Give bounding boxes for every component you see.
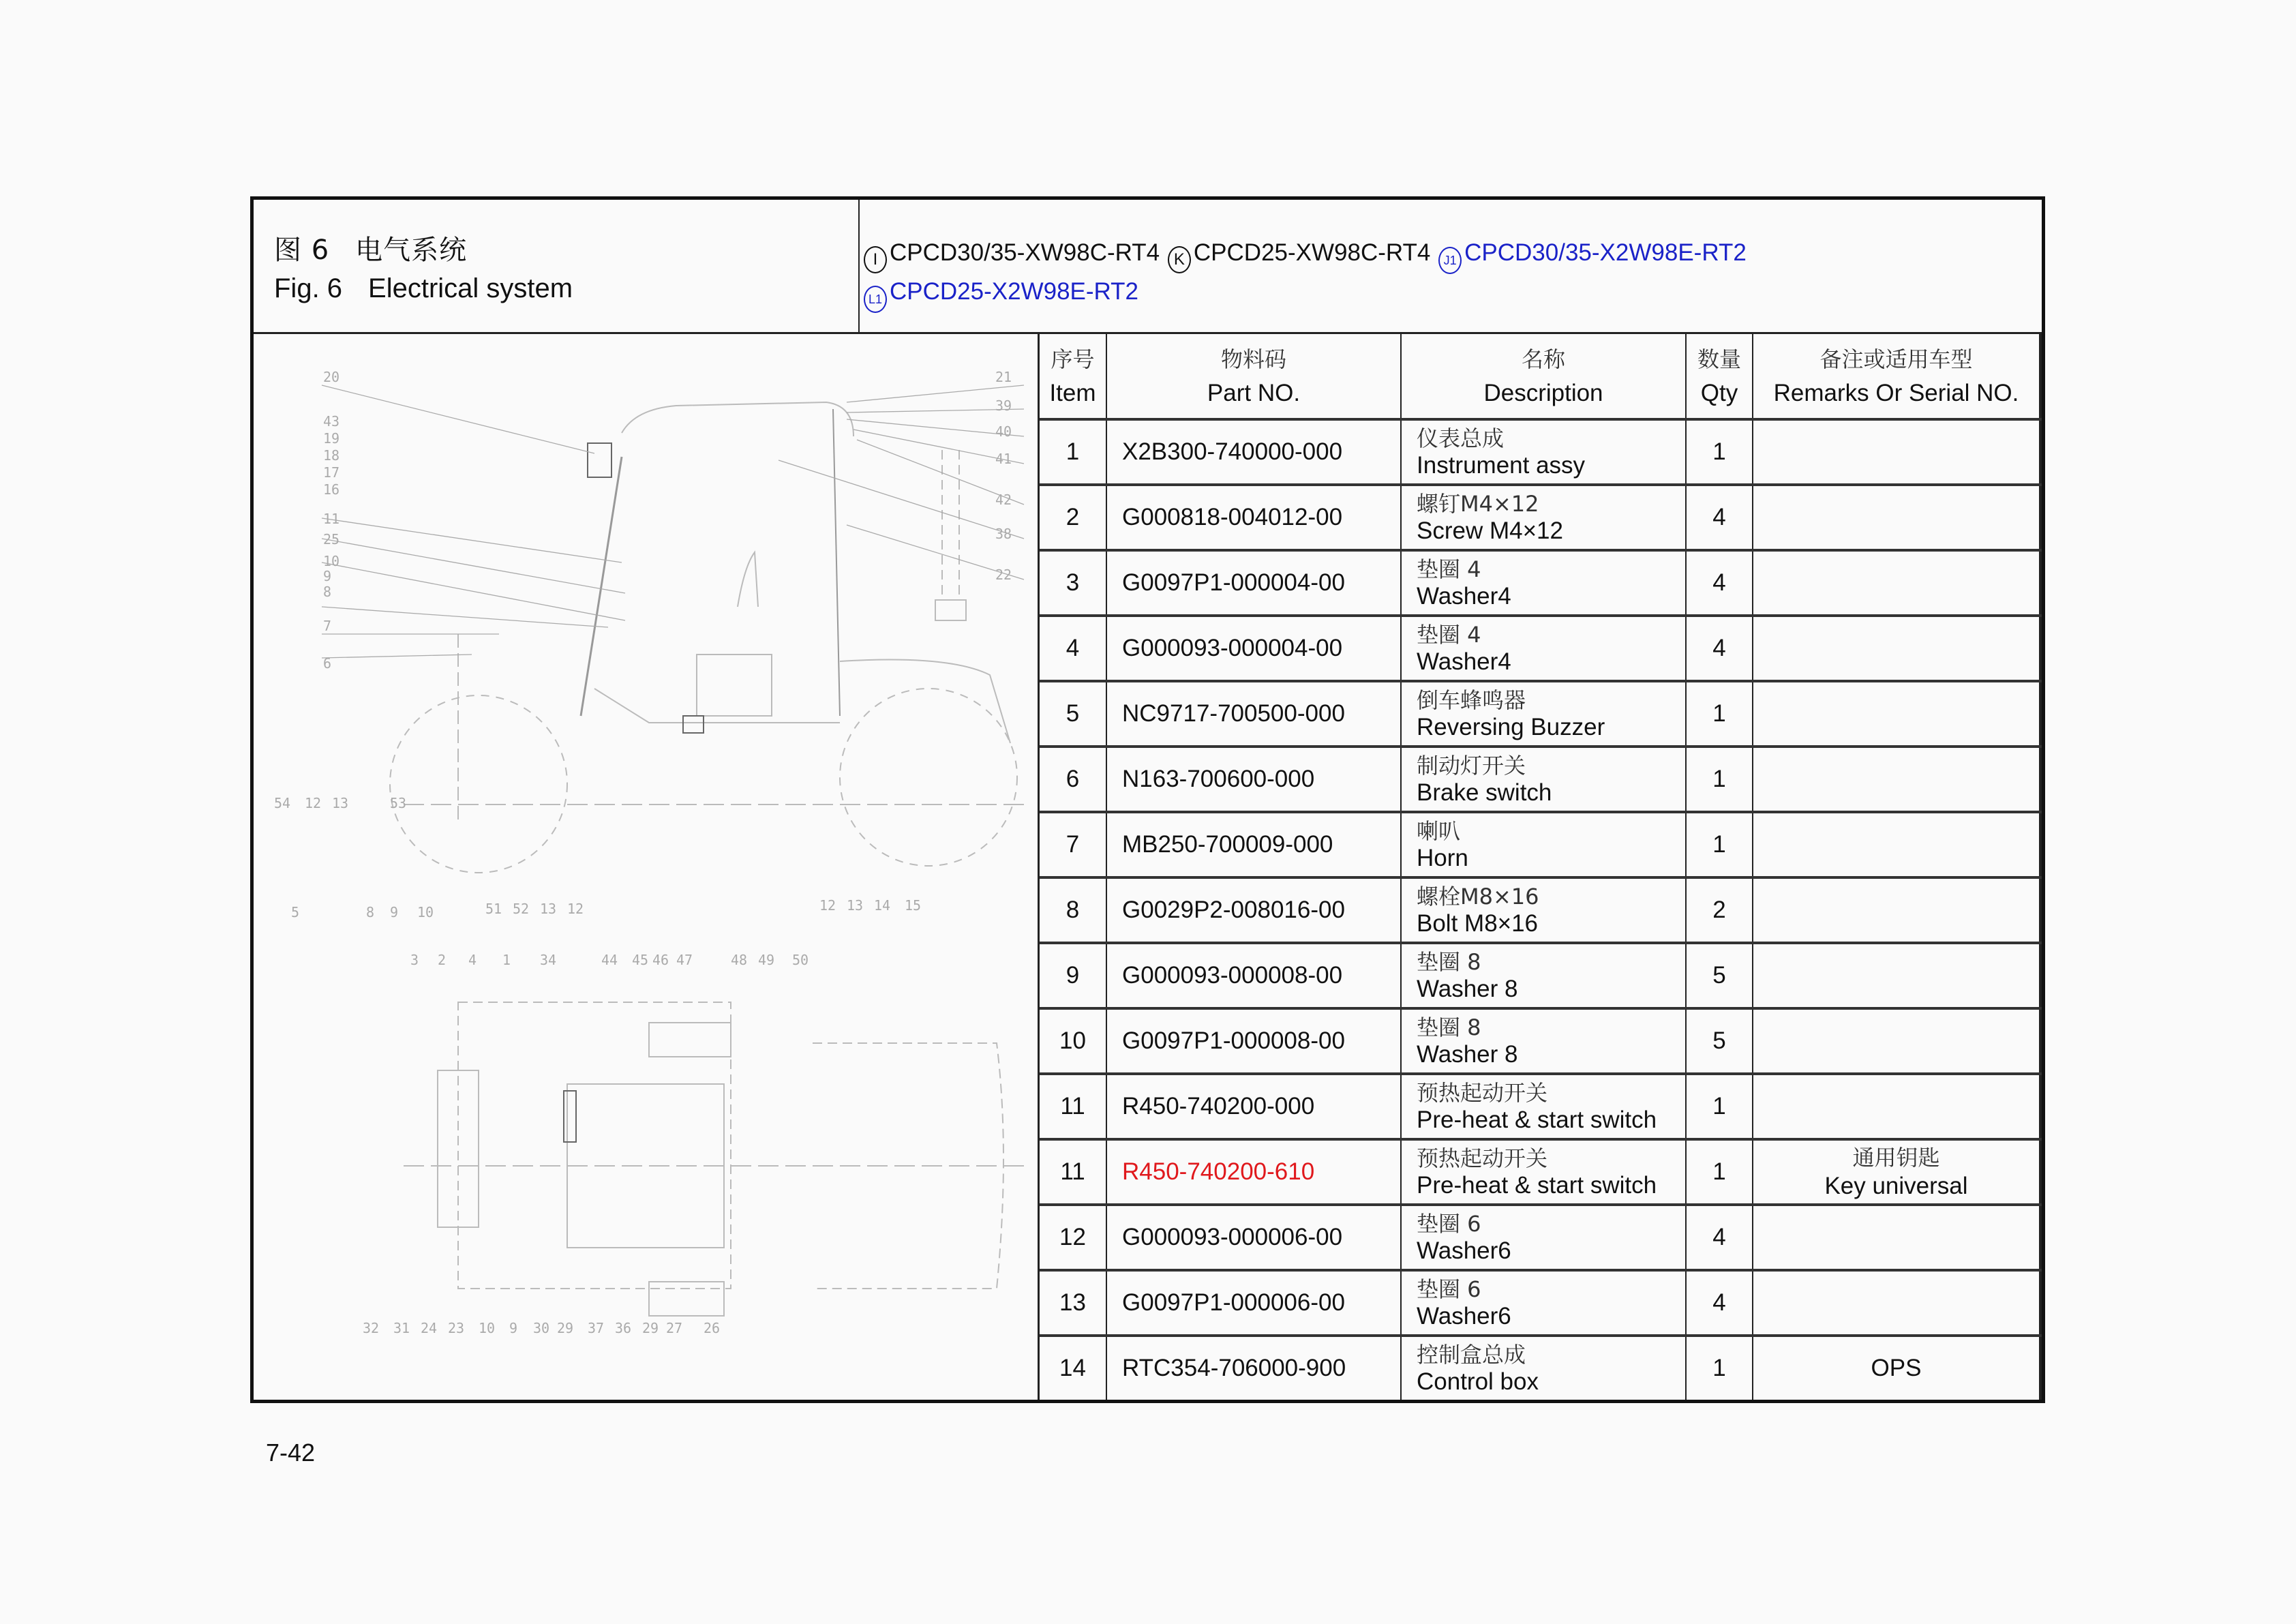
cell-remarks	[1753, 616, 2040, 681]
cell-description	[1401, 747, 1686, 812]
cell-part-no: R450-740200-000	[1106, 1074, 1401, 1139]
svg-text:38: 38	[995, 526, 1012, 542]
table-row	[1040, 419, 2040, 485]
svg-text:36: 36	[615, 1320, 632, 1336]
desc-cn: 控制盒总成	[1417, 1342, 1526, 1368]
cell-item: 2	[1040, 485, 1106, 550]
table-row	[1040, 550, 2040, 616]
svg-text:5: 5	[291, 904, 300, 920]
col-header-remarks: 备注或适用车型 Remarks Or Serial NO.	[1753, 334, 2040, 419]
cell-item: 1	[1040, 419, 1106, 485]
figure-title-en	[274, 273, 573, 304]
cell-remarks	[1753, 550, 2040, 616]
table-row	[1040, 485, 2040, 550]
desc-cn: 垫圈 8	[1417, 949, 1481, 975]
cell-part-no: G000818-004012-00	[1106, 485, 1401, 550]
applicable-models	[860, 200, 2042, 334]
cell-remarks	[1753, 747, 2040, 812]
cell-part-no: MB250-700009-000	[1106, 812, 1401, 877]
svg-text:15: 15	[905, 897, 922, 914]
svg-text:10: 10	[417, 904, 434, 920]
desc-cn: 预热起动开关	[1417, 1145, 1548, 1171]
table-row	[1040, 1074, 2040, 1139]
desc-en: Control box	[1417, 1368, 1539, 1395]
cell-item: 4	[1040, 616, 1106, 681]
desc-cn: 垫圈 4	[1417, 556, 1481, 582]
desc-en: Washer 8	[1417, 1041, 1518, 1068]
desc-en: Horn	[1417, 845, 1468, 871]
desc-cn: 制动灯开关	[1417, 753, 1526, 779]
svg-text:50: 50	[792, 952, 809, 968]
svg-text:26: 26	[704, 1320, 721, 1336]
desc-cn: 螺钉M4×12	[1417, 491, 1539, 517]
svg-text:10: 10	[479, 1320, 496, 1336]
svg-text:30: 30	[533, 1320, 550, 1336]
cell-item: 3	[1040, 550, 1106, 616]
desc-en: Washer6	[1417, 1237, 1511, 1264]
desc-en: Pre-heat & start switch	[1417, 1172, 1657, 1199]
cell-remarks	[1753, 1074, 2040, 1139]
cell-part-no: G000093-000008-00	[1106, 943, 1401, 1008]
svg-text:1: 1	[502, 952, 511, 968]
table-row	[1040, 1139, 2040, 1205]
desc-en: Washer4	[1417, 583, 1511, 610]
cell-item: 8	[1040, 877, 1106, 943]
svg-text:3: 3	[410, 952, 419, 968]
table-row	[1040, 1336, 2040, 1400]
model-mark-icon: J1	[1438, 247, 1462, 274]
cell-qty: 4	[1686, 616, 1753, 681]
desc-en: Washer 8	[1417, 976, 1518, 1002]
cell-item: 12	[1040, 1205, 1106, 1270]
cell-remarks	[1753, 877, 2040, 943]
model-list	[864, 235, 1748, 313]
desc-en: Brake switch	[1417, 779, 1552, 806]
cell-part-no: G0097P1-000008-00	[1106, 1008, 1401, 1074]
desc-cn: 喇叭	[1417, 818, 1461, 844]
cell-qty: 1	[1686, 747, 1753, 812]
svg-text:47: 47	[676, 952, 693, 968]
cell-description	[1401, 943, 1686, 1008]
cell-remarks	[1753, 1008, 2040, 1074]
svg-text:31: 31	[393, 1320, 410, 1336]
desc-cn: 垫圈 4	[1417, 622, 1481, 648]
svg-text:19: 19	[323, 430, 340, 447]
table-row	[1040, 812, 2040, 877]
cell-remarks	[1753, 1336, 2040, 1400]
svg-text:53: 53	[390, 795, 407, 811]
figure-frame	[250, 196, 2045, 1403]
cell-qty: 1	[1686, 681, 1753, 747]
model-item	[1168, 239, 1431, 269]
model-item	[1438, 239, 1747, 266]
svg-text:41: 41	[995, 451, 1012, 467]
cell-qty: 1	[1686, 1336, 1753, 1400]
cell-qty: 5	[1686, 943, 1753, 1008]
cell-part-no: G0029P2-008016-00	[1106, 877, 1401, 943]
cell-qty: 1	[1686, 419, 1753, 485]
table-row	[1040, 943, 2040, 1008]
remarks-en: OPS	[1871, 1355, 1922, 1381]
svg-text:32: 32	[363, 1320, 380, 1336]
cell-qty: 1	[1686, 1139, 1753, 1205]
svg-text:23: 23	[448, 1320, 465, 1336]
svg-text:37: 37	[588, 1320, 605, 1336]
figure-number-cn: 图 6	[274, 235, 330, 266]
model-mark-icon: K	[1168, 246, 1191, 273]
table-row	[1040, 747, 2040, 812]
cell-part-no: G000093-000004-00	[1106, 616, 1401, 681]
svg-text:54: 54	[274, 795, 291, 811]
svg-text:49: 49	[758, 952, 775, 968]
desc-cn: 仪表总成	[1417, 425, 1505, 451]
parts-table	[1038, 334, 2042, 1400]
model-name: CPCD25-XW98C-RT4	[1193, 239, 1431, 266]
desc-cn: 垫圈 6	[1417, 1276, 1481, 1302]
col-header-part: 物料码 Part NO.	[1106, 334, 1401, 419]
cell-description	[1401, 1270, 1686, 1336]
svg-text:13: 13	[332, 795, 349, 811]
cell-remarks	[1753, 681, 2040, 747]
cell-description	[1401, 1139, 1686, 1205]
cell-description	[1401, 419, 1686, 485]
svg-text:2: 2	[438, 952, 447, 968]
cell-qty: 1	[1686, 812, 1753, 877]
table-row	[1040, 1205, 2040, 1270]
model-item	[864, 278, 1138, 305]
cell-item: 9	[1040, 943, 1106, 1008]
cell-part-no: G0097P1-000004-00	[1106, 550, 1401, 616]
cell-qty: 5	[1686, 1008, 1753, 1074]
cell-part-no: NC9717-700500-000	[1106, 681, 1401, 747]
figure-number-en: Fig. 6	[274, 273, 343, 303]
cell-remarks	[1753, 1270, 2040, 1336]
svg-text:42: 42	[995, 492, 1012, 508]
svg-text:21: 21	[995, 369, 1012, 385]
cell-part-no: X2B300-740000-000	[1106, 419, 1401, 485]
svg-text:6: 6	[323, 655, 332, 672]
model-item	[864, 239, 1160, 269]
col-header-qty: 数量 Qty	[1686, 334, 1753, 419]
cell-item: 11	[1040, 1139, 1106, 1205]
svg-text:20: 20	[323, 369, 340, 385]
model-name: CPCD25-X2W98E-RT2	[890, 278, 1139, 305]
page-number: 7-42	[266, 1439, 316, 1467]
table-row	[1040, 681, 2040, 747]
svg-text:45: 45	[632, 952, 649, 968]
model-mark-icon: I	[864, 246, 887, 273]
cell-qty: 4	[1686, 1270, 1753, 1336]
cell-description	[1401, 1205, 1686, 1270]
cell-qty: 1	[1686, 1074, 1753, 1139]
cell-item: 7	[1040, 812, 1106, 877]
svg-text:29: 29	[557, 1320, 574, 1336]
desc-en: Pre-heat & start switch	[1417, 1107, 1657, 1133]
svg-text:8: 8	[366, 904, 375, 920]
svg-text:44: 44	[601, 952, 618, 968]
svg-text:12: 12	[567, 901, 584, 917]
svg-text:10: 10	[323, 553, 340, 569]
model-mark-icon: L1	[864, 286, 887, 313]
svg-text:43: 43	[323, 413, 340, 430]
svg-text:48: 48	[731, 952, 748, 968]
cell-qty: 2	[1686, 877, 1753, 943]
svg-text:18: 18	[323, 447, 340, 464]
cell-part-no: R450-740200-610	[1106, 1139, 1401, 1205]
svg-text:46: 46	[652, 952, 669, 968]
cell-part-no: G000093-000006-00	[1106, 1205, 1401, 1270]
figure-title-cn	[274, 228, 493, 267]
cell-remarks	[1753, 1139, 2040, 1205]
cell-remarks	[1753, 1205, 2040, 1270]
remarks-cn: 通用钥匙	[1852, 1145, 1940, 1171]
cell-description	[1401, 1336, 1686, 1400]
callout-labels	[274, 369, 1012, 1336]
svg-text:24: 24	[421, 1320, 438, 1336]
remarks-en: Key universal	[1824, 1173, 1968, 1199]
desc-en: Bolt M8×16	[1417, 910, 1539, 937]
svg-text:39: 39	[995, 397, 1012, 414]
desc-cn: 垫圈 8	[1417, 1014, 1481, 1040]
cell-remarks	[1753, 419, 2040, 485]
svg-text:51: 51	[485, 901, 502, 917]
svg-text:9: 9	[509, 1320, 518, 1336]
svg-text:52: 52	[513, 901, 530, 917]
cell-part-no: G0097P1-000006-00	[1106, 1270, 1401, 1336]
svg-text:13: 13	[847, 897, 864, 914]
cell-description	[1401, 681, 1686, 747]
svg-text:22: 22	[995, 567, 1012, 583]
svg-text:11: 11	[323, 511, 340, 527]
desc-en: Reversing Buzzer	[1417, 714, 1605, 740]
svg-text:34: 34	[540, 952, 557, 968]
cell-description	[1401, 877, 1686, 943]
cell-item: 13	[1040, 1270, 1106, 1336]
table-row	[1040, 616, 2040, 681]
svg-text:17: 17	[323, 464, 340, 481]
electrical-system-drawing	[254, 334, 1038, 1400]
desc-en: Washer4	[1417, 648, 1511, 675]
model-name: CPCD30/35-X2W98E-RT2	[1464, 239, 1747, 266]
cell-description	[1401, 485, 1686, 550]
cell-description	[1401, 1008, 1686, 1074]
cell-description	[1401, 616, 1686, 681]
model-name: CPCD30/35-XW98C-RT4	[890, 239, 1160, 266]
cell-part-no: RTC354-706000-900	[1106, 1336, 1401, 1400]
cell-item: 11	[1040, 1074, 1106, 1139]
cell-qty: 4	[1686, 485, 1753, 550]
table-row	[1040, 1008, 2040, 1074]
svg-text:13: 13	[540, 901, 557, 917]
cell-qty: 4	[1686, 550, 1753, 616]
desc-en: Instrument assy	[1417, 452, 1586, 479]
cell-qty: 4	[1686, 1205, 1753, 1270]
cell-remarks	[1753, 943, 2040, 1008]
svg-text:14: 14	[874, 897, 891, 914]
cell-item: 14	[1040, 1336, 1106, 1400]
cell-description	[1401, 550, 1686, 616]
figure-name-en: Electrical system	[368, 273, 573, 303]
svg-text:4: 4	[468, 952, 477, 968]
forklift-line-drawing	[254, 334, 1038, 1404]
table-header-row	[1040, 334, 2040, 419]
svg-text:25: 25	[323, 531, 340, 547]
figure-name-cn: 电气系统	[355, 235, 468, 266]
cell-item: 10	[1040, 1008, 1106, 1074]
desc-cn: 垫圈 6	[1417, 1211, 1481, 1237]
cell-description	[1401, 1074, 1686, 1139]
col-header-item: 序号 Item	[1040, 334, 1106, 419]
cell-description	[1401, 812, 1686, 877]
cell-remarks	[1753, 485, 2040, 550]
cell-item: 5	[1040, 681, 1106, 747]
svg-text:40: 40	[995, 423, 1012, 440]
svg-text:16: 16	[323, 481, 340, 498]
desc-cn: 螺栓M8×16	[1417, 884, 1539, 909]
table-row	[1040, 877, 2040, 943]
desc-cn: 预热起动开关	[1417, 1080, 1548, 1106]
svg-text:9: 9	[390, 904, 399, 920]
svg-text:29: 29	[642, 1320, 659, 1336]
table-row	[1040, 1270, 2040, 1336]
svg-text:8: 8	[323, 584, 332, 600]
cell-item: 6	[1040, 747, 1106, 812]
svg-text:7: 7	[323, 618, 332, 634]
cell-part-no: N163-700600-000	[1106, 747, 1401, 812]
cell-remarks	[1753, 812, 2040, 877]
col-header-description: 名称 Description	[1401, 334, 1686, 419]
desc-en: Screw M4×12	[1417, 517, 1563, 544]
svg-text:12: 12	[819, 897, 836, 914]
svg-text:12: 12	[305, 795, 322, 811]
svg-text:9: 9	[323, 568, 332, 584]
desc-cn: 倒车蜂鸣器	[1417, 687, 1526, 713]
svg-text:27: 27	[666, 1320, 683, 1336]
figure-title-block	[254, 200, 860, 334]
desc-en: Washer6	[1417, 1303, 1511, 1329]
